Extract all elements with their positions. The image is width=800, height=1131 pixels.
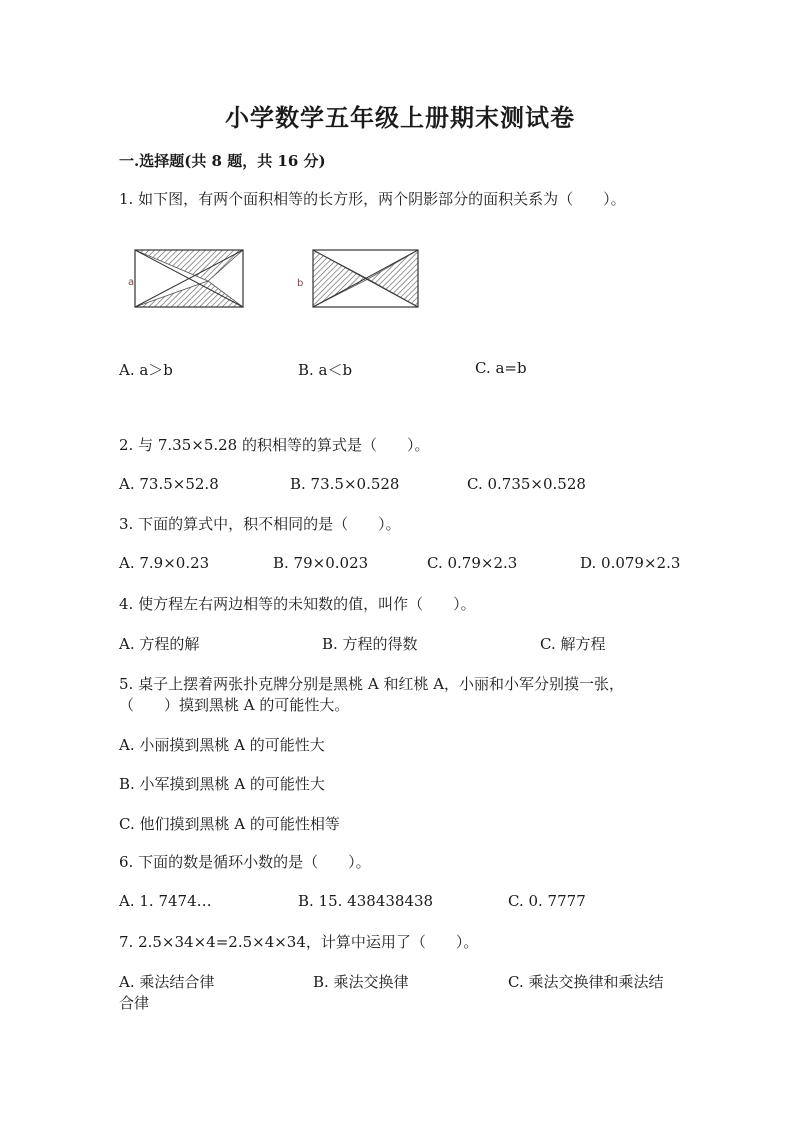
question-7-stem: 7. 2.5×34×4=2.5×4×34，计算中运用了（ ）。 xyxy=(119,933,479,951)
page-title: 小学数学五年级上册期末测试卷 xyxy=(225,103,575,132)
q5-option-c[interactable]: C. 他们摸到黑桃 A 的可能性相等 xyxy=(119,815,340,833)
question-4-stem: 4. 使方程左右两边相等的未知数的值，叫作（ ）。 xyxy=(119,595,476,613)
q6-option-a[interactable]: A. 1. 7474… xyxy=(119,892,212,910)
q2-option-a[interactable]: A. 73.5×52.8 xyxy=(119,475,219,493)
q7-option-c-wrap: 合律 xyxy=(119,994,150,1012)
q3-option-b[interactable]: B. 79×0.023 xyxy=(273,554,369,572)
figure-a-label: a xyxy=(128,277,135,288)
question-5-stem: 5. 桌子上摆着两张扑克牌分别是黑桃 A 和红桃 A，小丽和小军分别摸一张， xyxy=(119,675,625,693)
q3-option-c[interactable]: C. 0.79×2.3 xyxy=(427,554,518,572)
q7-option-a[interactable]: A. 乘法结合律 xyxy=(119,973,215,991)
q6-option-b[interactable]: B. 15. 438438438 xyxy=(298,892,434,910)
q3-option-d[interactable]: D. 0.079×2.3 xyxy=(580,554,681,572)
figure-b-left-shade xyxy=(313,250,368,307)
q3-option-a[interactable]: A. 7.9×0.23 xyxy=(119,554,210,572)
question-6-stem: 6. 下面的数是循环小数的是（ ）。 xyxy=(119,853,371,871)
section-heading: 一.选择题(共 8 题，共 16 分) xyxy=(119,152,326,170)
question-1-stem: 1. 如下图，有两个面积相等的长方形，两个阴影部分的面积关系为（ ）。 xyxy=(119,190,626,208)
q4-option-c[interactable]: C. 解方程 xyxy=(540,635,606,653)
figure-b xyxy=(308,248,420,310)
q4-option-a[interactable]: A. 方程的解 xyxy=(119,635,200,653)
q7-option-c[interactable]: C. 乘法交换律和乘法结 xyxy=(508,973,664,991)
q7-option-b[interactable]: B. 乘法交换律 xyxy=(313,973,409,991)
q5-option-a[interactable]: A. 小丽摸到黑桃 A 的可能性大 xyxy=(119,736,325,754)
figure-a xyxy=(128,248,244,310)
q5-option-b[interactable]: B. 小军摸到黑桃 A 的可能性大 xyxy=(119,775,325,793)
question-5-stem-line2: （ ）摸到黑桃 A 的可能性大。 xyxy=(119,696,350,714)
figure-a-bottom-shade xyxy=(135,281,243,307)
q6-option-c[interactable]: C. 0. 7777 xyxy=(508,892,586,910)
q2-option-b[interactable]: B. 73.5×0.528 xyxy=(290,475,400,493)
q4-option-b[interactable]: B. 方程的得数 xyxy=(322,635,418,653)
figure-b-right-shade xyxy=(368,250,418,307)
figure-a-top-shade xyxy=(135,250,243,281)
q1-option-c[interactable]: C. a=b xyxy=(475,359,527,377)
q1-option-b[interactable]: B. a＜b xyxy=(298,361,353,379)
figure-b-label: b xyxy=(297,278,304,289)
question-3-stem: 3. 下面的算式中，积不相同的是（ ）。 xyxy=(119,515,401,533)
question-2-stem: 2. 与 7.35×5.28 的积相等的算式是（ ）。 xyxy=(119,436,430,454)
q1-option-a[interactable]: A. a＞b xyxy=(119,361,173,379)
q2-option-c[interactable]: C. 0.735×0.528 xyxy=(467,475,586,493)
